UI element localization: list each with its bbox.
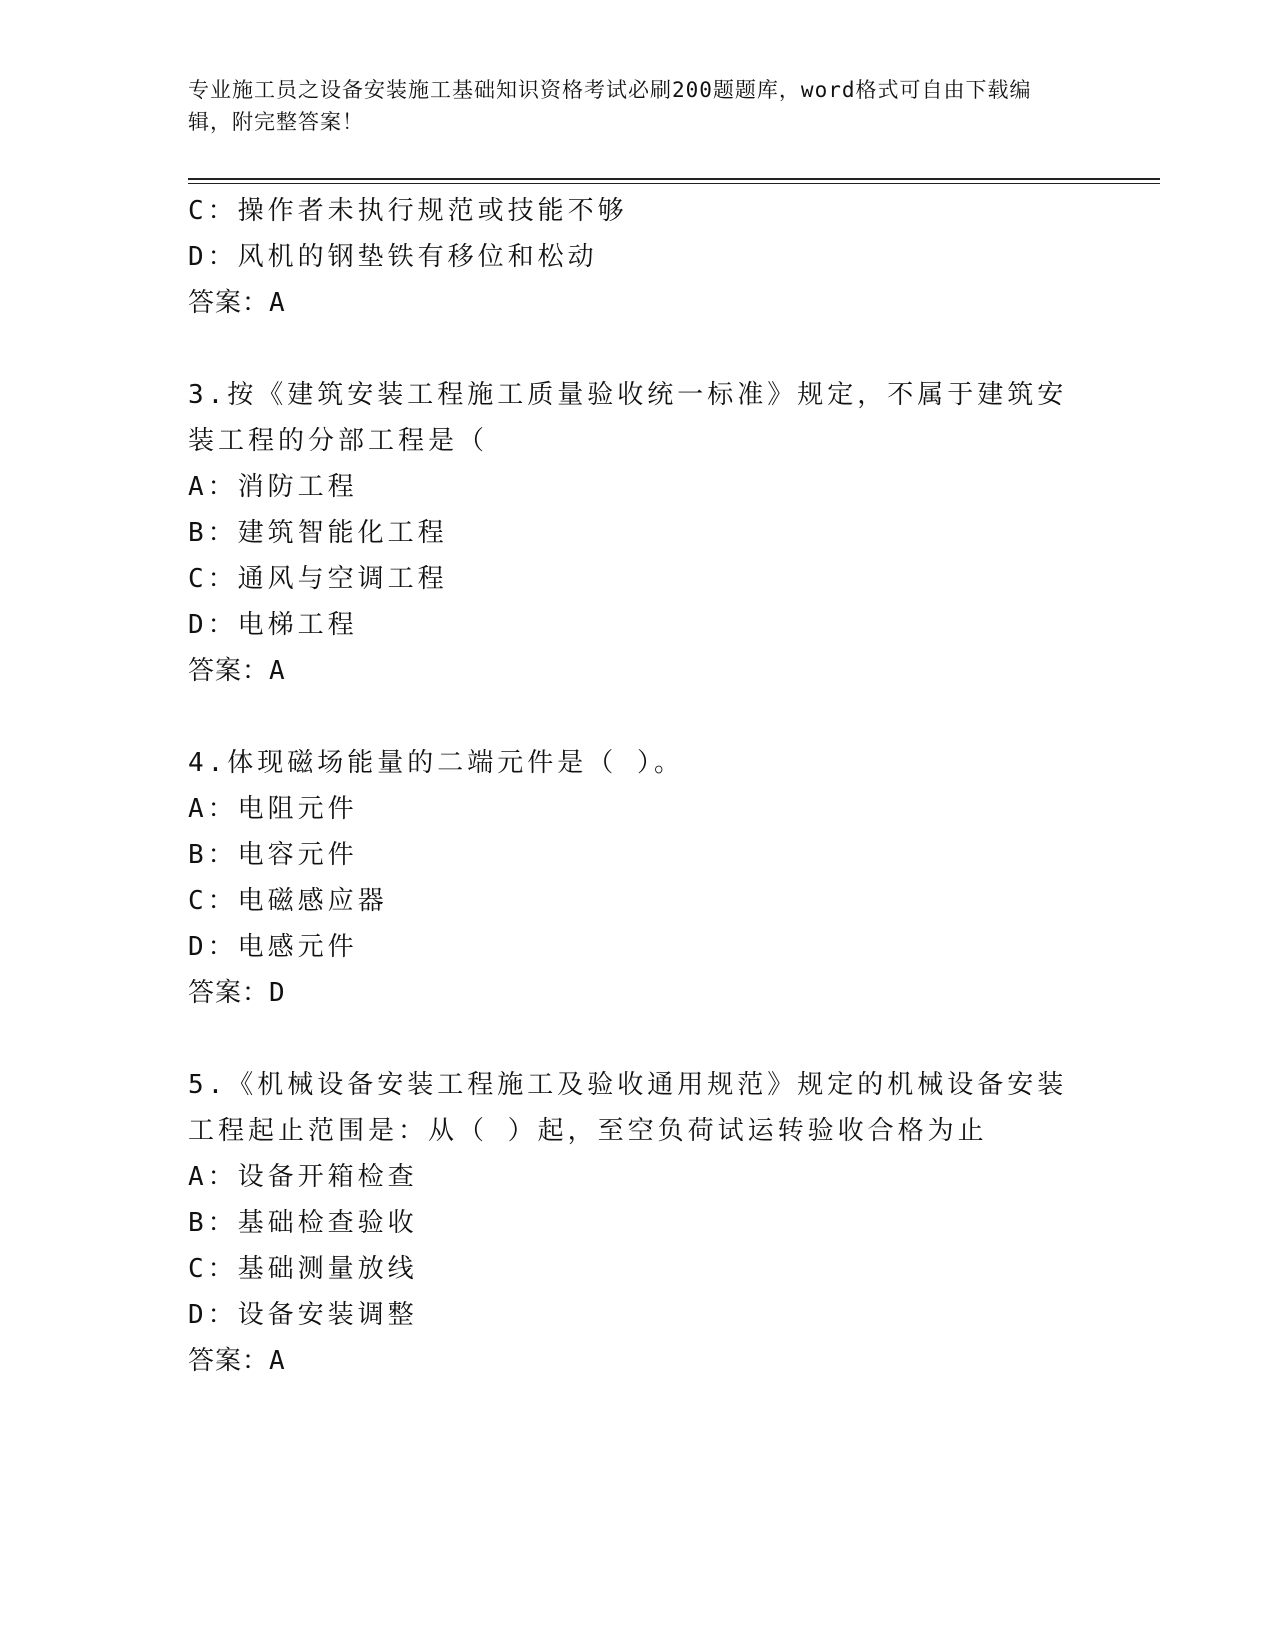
page-header: 专业施工员之设备安装施工基础知识资格考试必刷200题题库，word格式可自由下载编辑，附完整答案！ [188, 78, 1032, 134]
option-item: A：设备开箱检查 [188, 1162, 418, 1192]
answer-line: 答案：A [188, 288, 286, 318]
option-item: C：操作者未执行规范或技能不够 [188, 196, 628, 226]
option-item: C：基础测量放线 [188, 1254, 418, 1284]
spacer [188, 1016, 1088, 1062]
option-item: A：电阻元件 [188, 794, 358, 824]
option-item: D：设备安装调整 [188, 1300, 418, 1330]
question-stem: 4.体现磁场能量的二端元件是（ ）。 [188, 748, 684, 778]
header-rule-thin [188, 183, 1160, 184]
option-item: A：消防工程 [188, 472, 358, 502]
question-stem: 5.《机械设备安装工程施工及验收通用规范》规定的机械设备安装工程起止范围是：从（ ）起，至空负荷试运转验收合格为止 [188, 1070, 1068, 1146]
answer-line: 答案：D [188, 978, 286, 1008]
option-item: B：基础检查验收 [188, 1208, 418, 1238]
option-item: D：风机的钢垫铁有移位和松动 [188, 242, 598, 272]
option-item: D：电梯工程 [188, 610, 358, 640]
question-stem: 3.按《建筑安装工程施工质量验收统一标准》规定，不属于建筑安装工程的分部工程是（ [188, 380, 1068, 456]
answer-line: 答案：A [188, 656, 286, 686]
spacer [188, 326, 1088, 372]
spacer [188, 694, 1088, 740]
header-rule-thick [188, 178, 1160, 180]
option-item: B：建筑智能化工程 [188, 518, 448, 548]
answer-line: 答案：A [188, 1346, 286, 1376]
option-item: C：通风与空调工程 [188, 564, 448, 594]
question-content [188, 188, 1088, 1384]
option-item: C：电磁感应器 [188, 886, 388, 916]
option-item: B：电容元件 [188, 840, 358, 870]
option-item: D：电感元件 [188, 932, 358, 962]
